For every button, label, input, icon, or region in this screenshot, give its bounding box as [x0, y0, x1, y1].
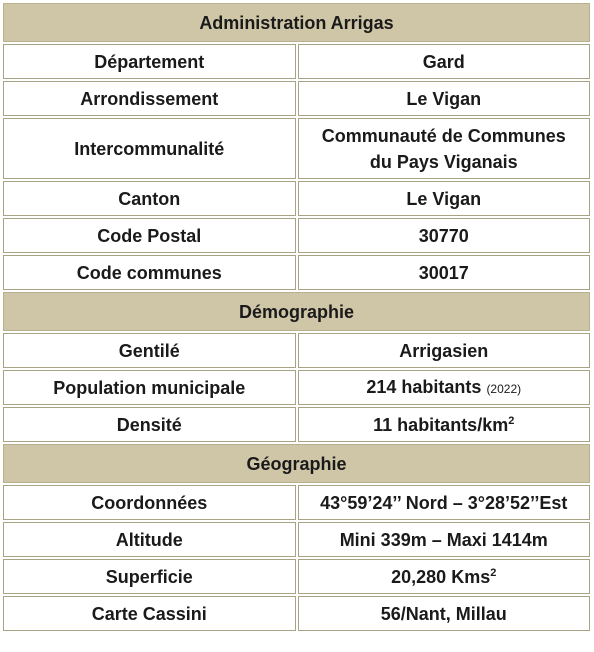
table-row [3, 255, 590, 290]
row-value [298, 559, 591, 594]
row-value: 30017 [298, 255, 591, 290]
row-value [298, 118, 591, 179]
superficie-superscript: 2 [490, 566, 497, 579]
row-label: Population municipale [3, 370, 296, 405]
row-value: Mini 339m – Maxi 1414m [298, 522, 591, 557]
table-row [3, 485, 590, 520]
row-value-line1: Communauté de Communes [321, 125, 566, 146]
row-value: Le Vigan [298, 81, 591, 116]
table-row [3, 596, 590, 631]
row-value: 30770 [298, 218, 591, 253]
section-header-row [3, 3, 590, 42]
table-row [3, 218, 590, 253]
row-value: Arrigasien [298, 333, 591, 368]
row-value [298, 370, 591, 405]
section-title-administration: Administration Arrigas [3, 3, 590, 42]
commune-info-table [1, 1, 592, 633]
section-title-geographie: Géographie [3, 444, 590, 483]
table-row [3, 522, 590, 557]
row-label: Arrondissement [3, 81, 296, 116]
table-row [3, 44, 590, 79]
section-header-row [3, 444, 590, 483]
table-row [3, 407, 590, 442]
table-row [3, 370, 590, 405]
section-header-row [3, 292, 590, 331]
section-title-demographie: Démographie [3, 292, 590, 331]
densite-value: 11 habitants/km [373, 414, 509, 435]
row-label: Département [3, 44, 296, 79]
row-value: Le Vigan [298, 181, 591, 216]
densite-superscript: 2 [508, 414, 515, 427]
row-value-line2: du Pays Viganais [369, 151, 518, 172]
row-label: Altitude [3, 522, 296, 557]
row-label: Gentilé [3, 333, 296, 368]
table-row [3, 181, 590, 216]
row-label: Intercommunalité [3, 118, 296, 179]
row-label: Coordonnées [3, 485, 296, 520]
table-row [3, 118, 590, 179]
superficie-value: 20,280 Kms [391, 566, 491, 587]
row-label: Densité [3, 407, 296, 442]
row-label: Canton [3, 181, 296, 216]
row-value: Gard [298, 44, 591, 79]
row-label: Code Postal [3, 218, 296, 253]
info-table-wrapper [1, 1, 592, 633]
row-value: 43°59’24’’ Nord – 3°28’52’’Est [298, 485, 591, 520]
table-row [3, 559, 590, 594]
row-value [298, 407, 591, 442]
population-value: 214 habitants [366, 376, 482, 397]
table-row [3, 333, 590, 368]
row-label: Code communes [3, 255, 296, 290]
row-label: Superficie [3, 559, 296, 594]
population-year: (2022) [486, 381, 522, 396]
row-label: Carte Cassini [3, 596, 296, 631]
table-row [3, 81, 590, 116]
row-value: 56/Nant, Millau [298, 596, 591, 631]
